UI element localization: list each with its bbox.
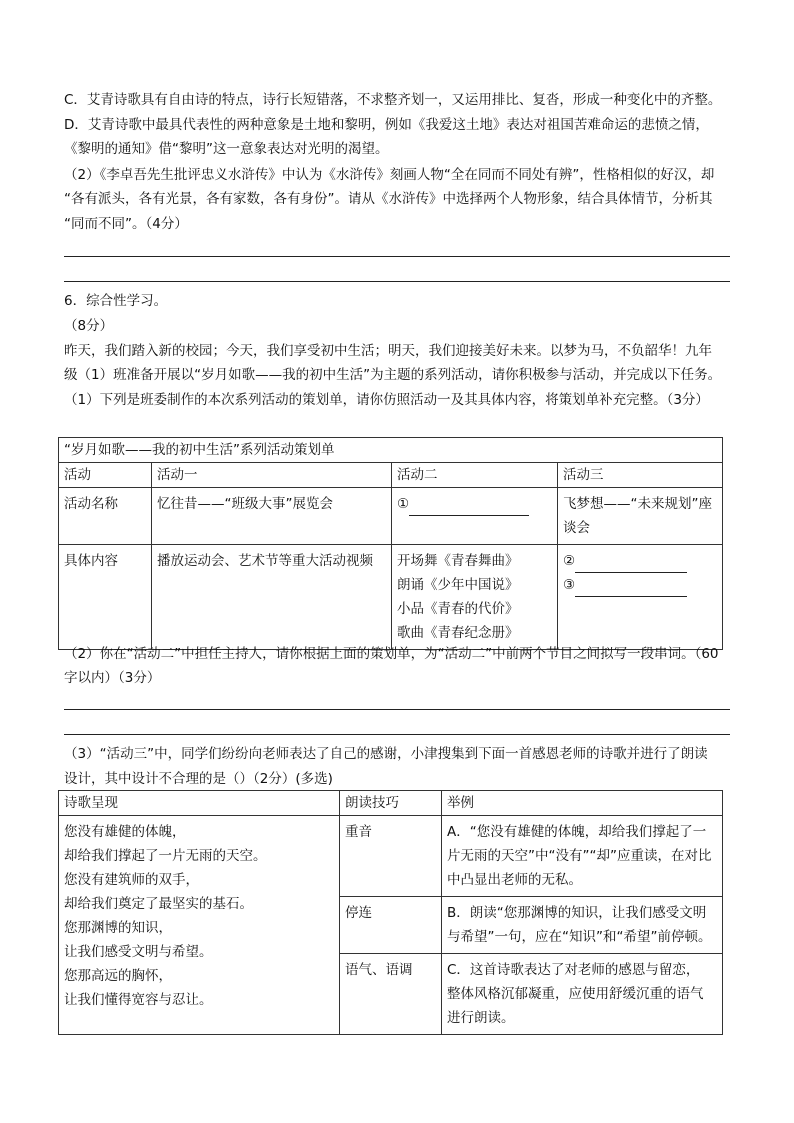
activity-3-name-line1: 飞梦想——“未来规划”座: [563, 496, 712, 512]
q6-sub1: （1）下列是班委制作的本次系列活动的策划单，请你仿照活动一及其具体内容，将策划单补充完整。（3分）: [64, 392, 709, 408]
poem-line: 您没有雄健的体魄，: [64, 824, 186, 840]
q6-score: （8分）: [64, 318, 114, 334]
q6-title: 6．综合性学习。: [64, 293, 168, 309]
header-skill: 朗读技巧: [340, 791, 442, 816]
answer-line[interactable]: [64, 256, 730, 257]
answer-blank-2[interactable]: [575, 556, 687, 573]
blank-number-3: ③: [563, 577, 576, 593]
row-name-label: 活动名称: [59, 488, 152, 545]
q6-sub2-line1: （2）你在“活动二”中担任主持人，请你根据上面的策划单，为“活动二”中前两个节目之间拟写一段串词。（60: [64, 646, 719, 662]
skill-stress: 重音: [340, 816, 442, 897]
option-d-line2: 《黎明的通知》借“黎明”这一意象表达对光明的渴望。: [64, 141, 389, 157]
q6-intro-line2: 级（1）班准备开展以“岁月如歌——我的初中生活”为主题的系列活动，请你积极参与活动，并完成以下任务。: [64, 367, 722, 383]
program-item: 小品《青春的代价》: [397, 601, 519, 617]
blank-number-2: ②: [563, 553, 576, 569]
example-a-cell: [442, 816, 723, 897]
blank-line-2: [563, 549, 717, 573]
answer-line[interactable]: [64, 281, 730, 282]
example-c-line: 进行朗读。: [447, 1010, 515, 1026]
activity-2-name-cell: [392, 488, 558, 545]
option-c: C．艾青诗歌具有自由诗的特点，诗行长短错落，不求整齐划一，又运用排比、复沓，形成一种变化中的齐整。: [64, 92, 722, 108]
q6-intro-line1: 昨天，我们踏入新的校园；今天，我们享受初中生活；明天，我们迎接美好未来。以梦为马，不负韶华！九年: [64, 343, 712, 359]
activity-3-name-line2: 谈会: [563, 520, 590, 536]
activity-3-content-cell: [558, 545, 723, 650]
example-c-cell: [442, 954, 723, 1035]
header-activity: 活动: [59, 463, 152, 488]
answer-blank-1[interactable]: [409, 499, 529, 516]
program-item: 朗诵《少年中国说》: [397, 577, 519, 593]
blank-number-1: ①: [397, 496, 410, 512]
plan-table-caption: “岁月如歌——我的初中生活”系列活动策划单: [59, 438, 723, 463]
answer-line[interactable]: [64, 734, 730, 735]
program-item: 开场舞《青春舞曲》: [397, 553, 519, 569]
header-activity-3: 活动三: [558, 463, 723, 488]
poem-line: 却给我们奠定了最坚实的基石。: [64, 896, 253, 912]
header-activity-2: 活动二: [392, 463, 558, 488]
poem-line: 却给我们撑起了一片无雨的天空。: [64, 848, 267, 864]
poem-line: 您那高远的胸怀，: [64, 968, 172, 984]
skill-pause: 停连: [340, 897, 442, 954]
example-b-cell: [442, 897, 723, 954]
poem-line: 您那渊博的知识，: [64, 920, 172, 936]
activity-2-content-cell: [392, 545, 558, 650]
example-a-line: 片无雨的天空”中“没有”“却”应重读，在对比: [447, 848, 712, 864]
plan-table: [58, 437, 723, 650]
example-a-line: A．“您没有雄健的体魄，却给我们撑起了一: [447, 824, 707, 840]
q6-sub3-line1: （3）“活动三”中，同学们纷纷向老师表达了自己的感谢，小津搜集到下面一首感恩老师的诗歌并进行了朗读: [64, 746, 708, 762]
example-a-line: 中凸显出老师的无私。: [447, 872, 582, 888]
activity-1-name: 忆往昔——“班级大事”展览会: [152, 488, 392, 545]
example-b-line: 与希望”一句，应在“知识”和“希望”前停顿。: [447, 929, 712, 945]
poem-line: 让我们感受文明与希望。: [64, 944, 213, 960]
question-2-line3: “同而不同”。（4分）: [64, 216, 188, 232]
row-content-label: 具体内容: [59, 545, 152, 650]
poem-table: [58, 790, 723, 1035]
program-item: 歌曲《青春纪念册》: [397, 625, 519, 641]
poem-line: 您没有建筑师的双手，: [64, 872, 199, 888]
poem-text-cell: [59, 816, 340, 1035]
blank-line-3: [563, 573, 717, 597]
answer-line[interactable]: [64, 709, 730, 710]
example-b-line: B．朗读“您那渊博的知识，让我们感受文明: [447, 905, 707, 921]
example-c-line: C．这首诗歌表达了对老师的感恩与留恋，: [447, 962, 700, 978]
header-example: 举例: [442, 791, 723, 816]
q6-sub2-line2: 字以内）（3分）: [64, 670, 161, 686]
option-d-line1: D．艾青诗歌中最具代表性的两种意象是土地和黎明，例如《我爱这土地》表达对祖国苦难命运的悲愤之情，: [64, 117, 709, 133]
example-c-line: 整体风格沉郁凝重，应使用舒缓沉重的语气: [447, 986, 704, 1002]
poem-line: 让我们懂得宽容与忍让。: [64, 992, 213, 1008]
question-2-line2: “各有派头，各有光景，各有家数，各有身份”。请从《水浒传》中选择两个人物形象，结合具体情节，分析其: [64, 191, 713, 207]
header-poem: 诗歌呈现: [59, 791, 340, 816]
q6-sub3-line2: 设计，其中设计不合理的是（）（2分）(多选): [64, 771, 333, 787]
answer-blank-3[interactable]: [575, 580, 687, 597]
skill-tone: 语气、语调: [340, 954, 442, 1035]
question-2-line1: （2）《李卓吾先生批评忠义水浒传》中认为《水浒传》刻画人物“全在同而不同处有辨”，性格相似的好汉，却: [64, 167, 715, 183]
activity-3-name-cell: [558, 488, 723, 545]
activity-1-content: 播放运动会、艺术节等重大活动视频: [152, 545, 392, 650]
header-activity-1: 活动一: [152, 463, 392, 488]
